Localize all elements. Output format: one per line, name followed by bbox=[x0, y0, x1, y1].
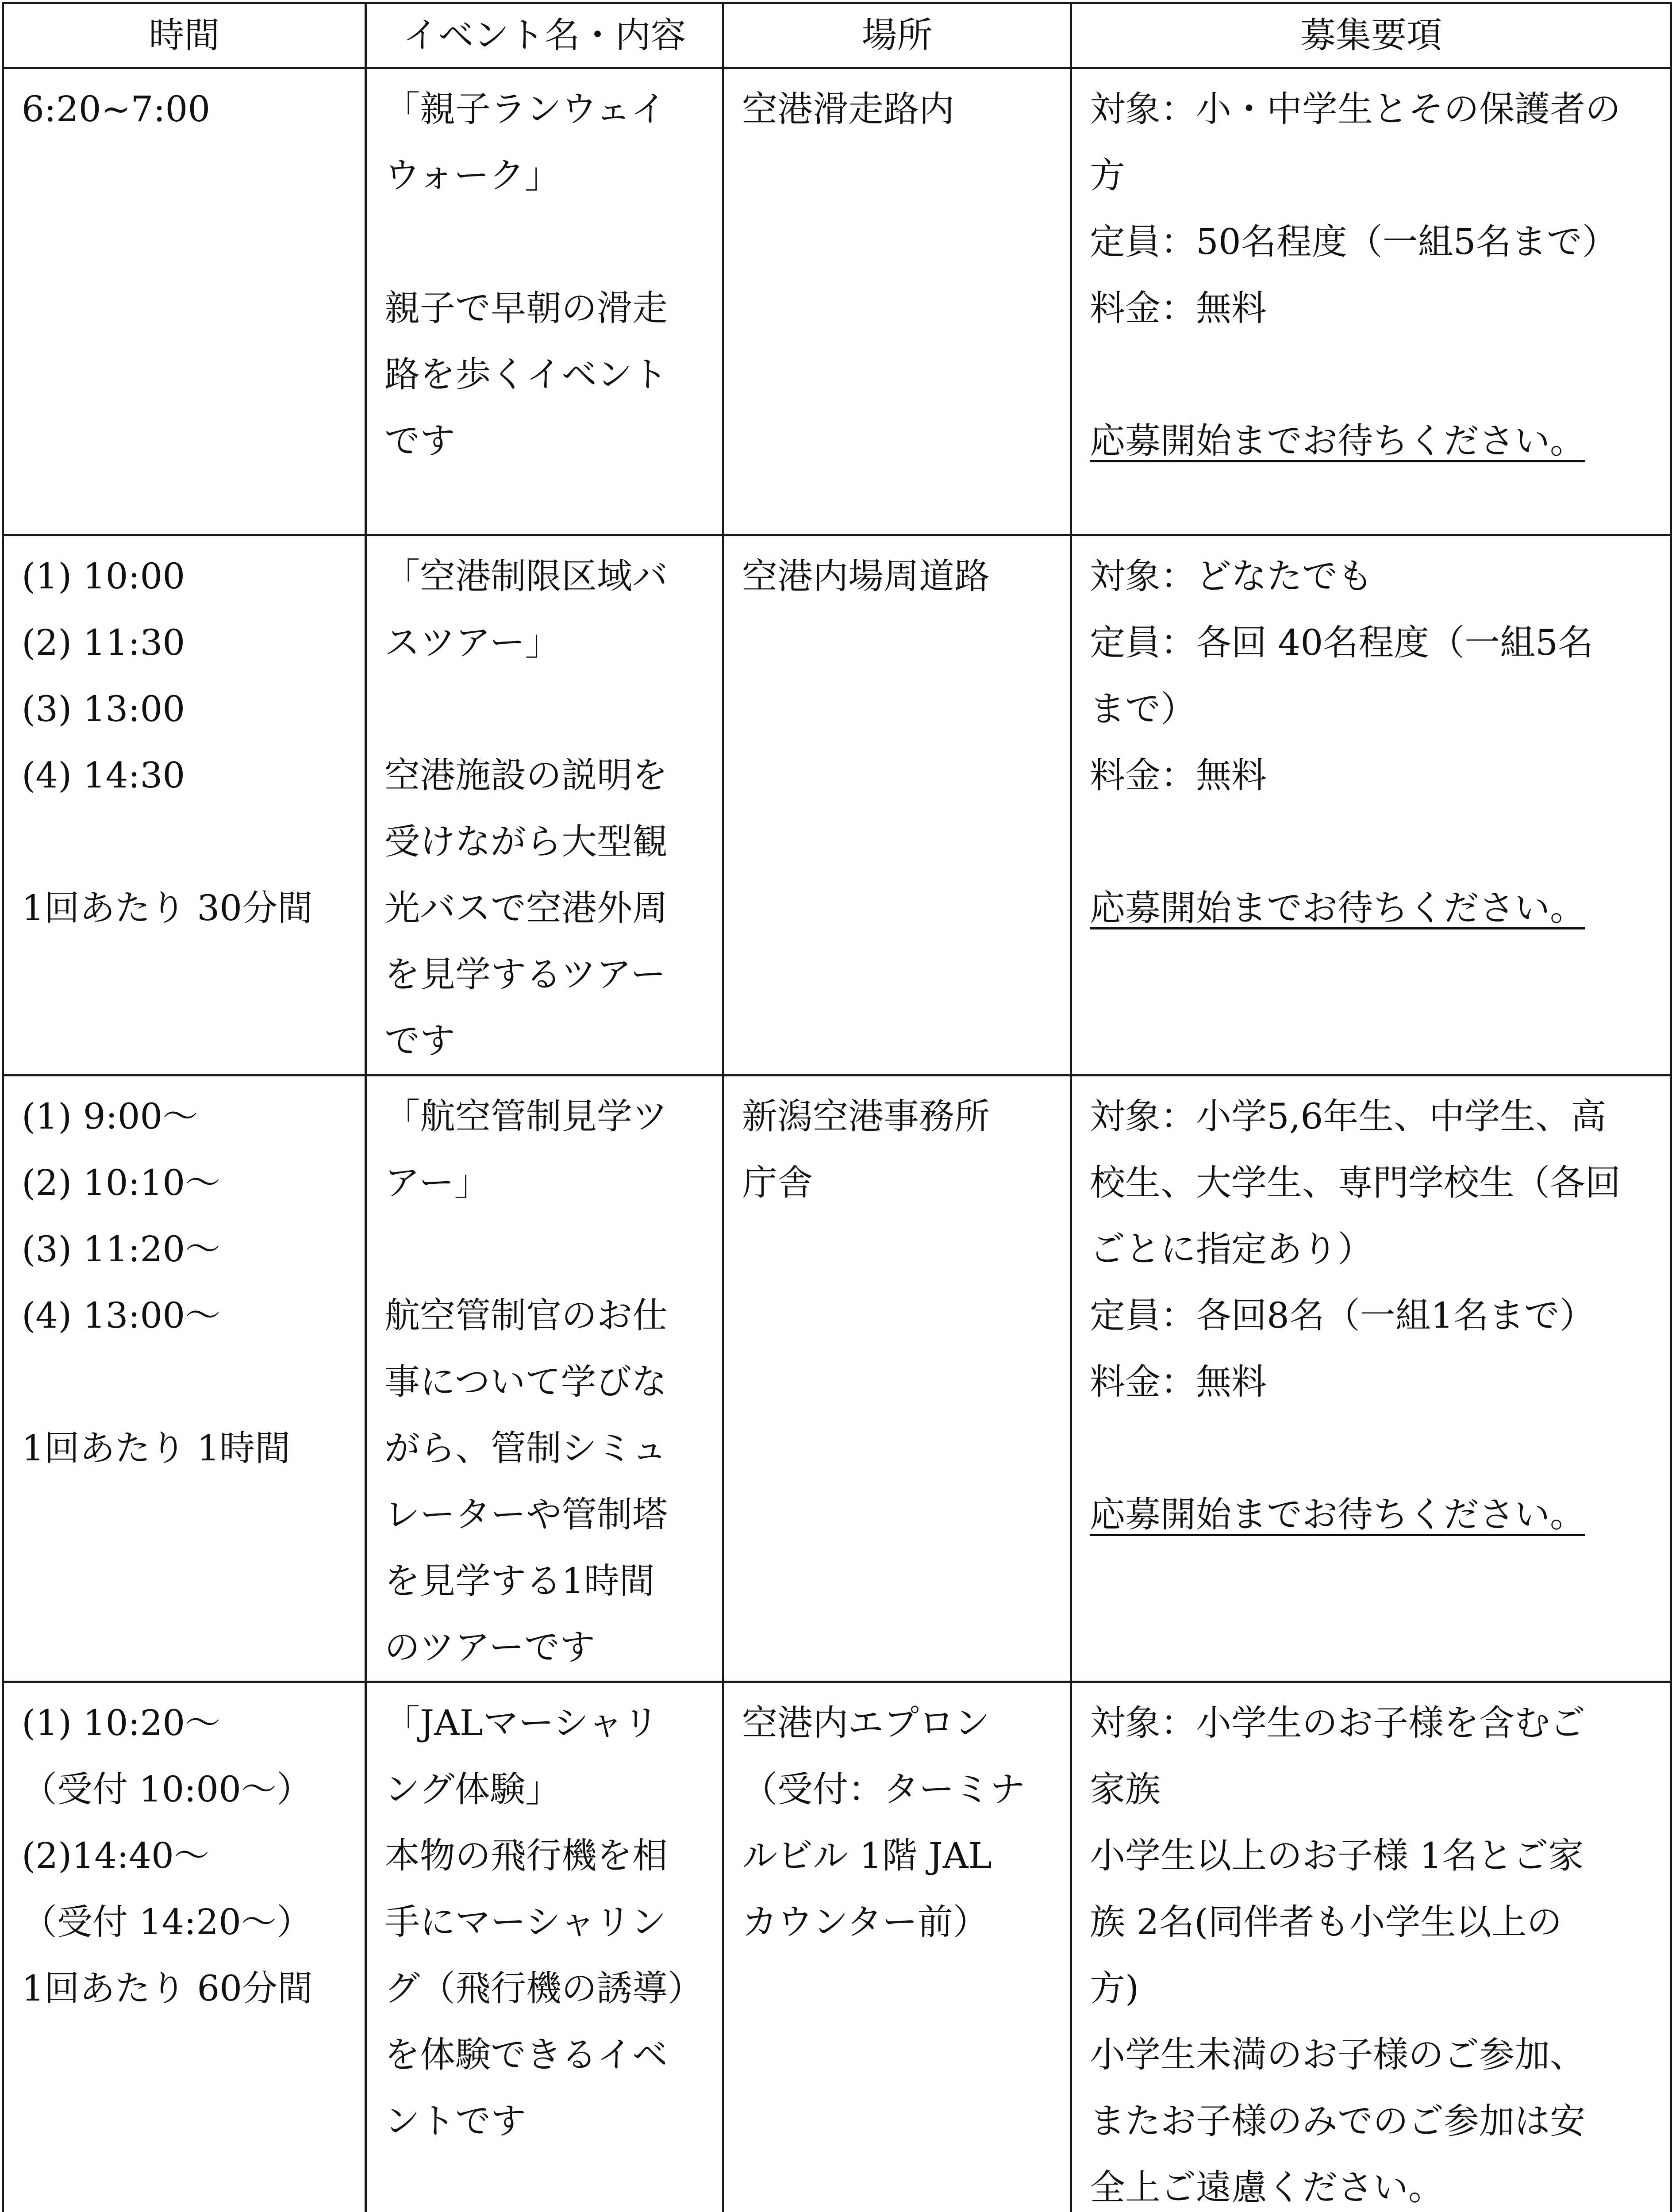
cell-requirements-line: またお子様のみでのご参加は安 bbox=[1090, 2101, 1585, 2142]
cell-event-line: ング体験」 bbox=[384, 1769, 561, 1810]
cell-requirements-line: 方) bbox=[1090, 1968, 1139, 2009]
cell-event-line: グ（飛行機の誘導） bbox=[384, 1968, 703, 2009]
cell-requirements-line: 族 2名(同伴者も小学生以上の bbox=[1090, 1901, 1562, 1943]
cell-event bbox=[366, 1075, 723, 1682]
cell-event-line: ウォーク」 bbox=[384, 155, 560, 196]
cell-time bbox=[3, 1682, 366, 2212]
cell-requirements-line: ごとに指定あり） bbox=[1090, 1229, 1373, 1270]
cell-event-line: です bbox=[384, 1020, 455, 1061]
cell-time-line: (4) 13:00～ bbox=[22, 1295, 221, 1336]
cell-place-line: 空港内エプロン bbox=[742, 1702, 990, 1743]
cell-time-line: 6:20~7:00 bbox=[22, 88, 211, 130]
cell-event-line: 親子で早朝の滑走 bbox=[384, 288, 668, 329]
cell-requirements-line: 料金：無料 bbox=[1090, 755, 1267, 796]
spacer bbox=[384, 209, 708, 275]
cell-requirements-line: 対象：小・中学生とその保護者の bbox=[1090, 88, 1621, 130]
cell-place bbox=[723, 535, 1071, 1075]
cell-time bbox=[3, 68, 366, 535]
cell-event-line: 「航空管制見学ツ bbox=[384, 1096, 668, 1137]
cell-time-line: (1) 10:00 bbox=[22, 556, 185, 597]
cell-time-line: (1) 9:00～ bbox=[22, 1096, 198, 1137]
cell-time-line: （受付 14:20～） bbox=[22, 1901, 312, 1943]
cell-event-line: 手にマーシャリン bbox=[384, 1901, 666, 1943]
cell-time-line: (1) 10:20～ bbox=[22, 1702, 221, 1743]
cell-event bbox=[366, 1682, 723, 2212]
cell-event-line: 「JALマーシャリ bbox=[384, 1702, 659, 1743]
cell-requirements-line: 定員：各回 40名程度（一組5名 bbox=[1090, 622, 1594, 663]
cell-place bbox=[723, 1682, 1071, 2212]
cell-requirements-line: 定員：各回8名（一組1名まで） bbox=[1090, 1295, 1595, 1336]
cell-event-line: 航空管制官のお仕 bbox=[384, 1295, 668, 1336]
cell-event-line: 受けながら大型観 bbox=[384, 821, 668, 862]
apply-notice: 応募開始までお待ちください。 bbox=[1090, 1494, 1585, 1535]
cell-time-line: 1回あたり 30分間 bbox=[22, 887, 313, 929]
cell-requirements-line: まで） bbox=[1090, 688, 1196, 730]
cell-time-line: (4) 14:30 bbox=[22, 755, 185, 796]
header-place: 場所 bbox=[723, 3, 1071, 68]
cell-event-line: レーターや管制塔 bbox=[384, 1494, 668, 1535]
cell-event-line: がら、管制シミュ bbox=[384, 1428, 667, 1469]
cell-event-line: 路を歩くイベント bbox=[384, 354, 668, 395]
table-row bbox=[3, 1075, 1672, 1682]
cell-event bbox=[366, 68, 723, 535]
cell-requirements bbox=[1071, 68, 1672, 535]
cell-requirements-line: 対象：どなたでも bbox=[1090, 556, 1373, 597]
cell-place-line: ルビル 1階 JAL bbox=[742, 1835, 992, 1876]
cell-time-line: 1回あたり 60分間 bbox=[22, 1968, 313, 2009]
cell-event-line: を体験できるイベ bbox=[384, 2034, 668, 2075]
cell-place-line: 新潟空港事務所 bbox=[742, 1096, 990, 1137]
cell-event-line: を見学する1時間 bbox=[384, 1560, 655, 1601]
cell-time-line: (2) 10:10～ bbox=[22, 1162, 221, 1203]
cell-requirements-line: 定員：50名程度（一組5名まで） bbox=[1090, 221, 1618, 262]
cell-time bbox=[3, 1075, 366, 1682]
cell-time bbox=[3, 535, 366, 1075]
cell-event-line: スツアー」 bbox=[384, 622, 561, 663]
cell-event-line: アー」 bbox=[384, 1162, 490, 1203]
cell-time-line: (2) 11:30 bbox=[22, 622, 185, 663]
cell-requirements bbox=[1071, 1075, 1672, 1682]
spacer bbox=[22, 1349, 350, 1415]
header-event: イベント名・内容 bbox=[366, 3, 723, 68]
apply-notice: 応募開始までお待ちください。 bbox=[1090, 420, 1585, 461]
cell-requirements-line: 料金：無料 bbox=[1090, 1361, 1267, 1402]
cell-place-line: （受付：ターミナ bbox=[742, 1769, 1025, 1810]
cell-time-line: 1回あたり 1時間 bbox=[22, 1428, 291, 1469]
cell-event-line: 「空港制限区域バ bbox=[384, 556, 668, 597]
header-time: 時間 bbox=[3, 3, 366, 68]
spacer bbox=[1090, 809, 1656, 875]
cell-event-line: 事について学びな bbox=[384, 1361, 667, 1402]
cell-requirements bbox=[1071, 535, 1672, 1075]
spacer bbox=[1090, 1415, 1656, 1482]
cell-place bbox=[723, 68, 1071, 535]
cell-requirements-line: 小学生以上のお子様 1名とご家 bbox=[1090, 1835, 1584, 1876]
cell-requirements-line: 対象：小学5,6年生、中学生、高 bbox=[1090, 1096, 1607, 1137]
cell-requirements-line: 全上ご遠慮ください。 bbox=[1090, 2167, 1444, 2208]
spacer bbox=[22, 809, 350, 875]
cell-time-line: （受付 10:00～） bbox=[22, 1769, 312, 1810]
cell-requirements-line: 小学生未満のお子様のご参加、 bbox=[1090, 2034, 1585, 2075]
cell-requirements-line: 料金：無料 bbox=[1090, 288, 1267, 329]
event-schedule-table bbox=[2, 2, 1672, 2212]
cell-event-line: のツアーです bbox=[384, 1627, 595, 1668]
cell-event-line: 「親子ランウェイ bbox=[384, 88, 666, 130]
table-row bbox=[3, 1682, 1672, 2212]
cell-requirements-line: 方 bbox=[1090, 155, 1125, 196]
cell-event bbox=[366, 535, 723, 1075]
spacer bbox=[1090, 342, 1656, 408]
cell-event-line: を見学するツアー bbox=[384, 954, 666, 995]
cell-place-line: 空港滑走路内 bbox=[742, 88, 954, 130]
cell-event-line: です bbox=[384, 420, 455, 461]
cell-requirements-line: 家族 bbox=[1090, 1769, 1161, 1810]
cell-time-line: (3) 13:00 bbox=[22, 688, 185, 730]
apply-notice: 応募開始までお待ちください。 bbox=[1090, 887, 1585, 929]
cell-event-line: 空港施設の説明を bbox=[384, 755, 668, 796]
cell-requirements bbox=[1071, 1682, 1672, 2212]
cell-event-line: 光バスで空港外周 bbox=[384, 887, 668, 929]
cell-time-line: (2)14:40～ bbox=[22, 1835, 209, 1876]
cell-place-line: カウンター前） bbox=[742, 1901, 988, 1943]
cell-event-line: 本物の飛行機を相 bbox=[384, 1835, 668, 1876]
header-requirements: 募集要項 bbox=[1071, 3, 1672, 68]
cell-requirements-line: 対象：小学生のお子様を含むご bbox=[1090, 1702, 1585, 1743]
spacer bbox=[384, 676, 708, 742]
table-row bbox=[3, 535, 1672, 1075]
spacer bbox=[384, 1216, 708, 1283]
cell-event-line: ントです bbox=[384, 2101, 526, 2142]
cell-place bbox=[723, 1075, 1071, 1682]
header-row bbox=[3, 3, 1672, 68]
cell-place-line: 空港内場周道路 bbox=[742, 556, 990, 597]
cell-place-line: 庁舎 bbox=[742, 1162, 813, 1203]
cell-requirements-line: 校生、大学生、専門学校生（各回 bbox=[1090, 1162, 1621, 1203]
table-row bbox=[3, 68, 1672, 535]
cell-time-line: (3) 11:20～ bbox=[22, 1229, 221, 1270]
